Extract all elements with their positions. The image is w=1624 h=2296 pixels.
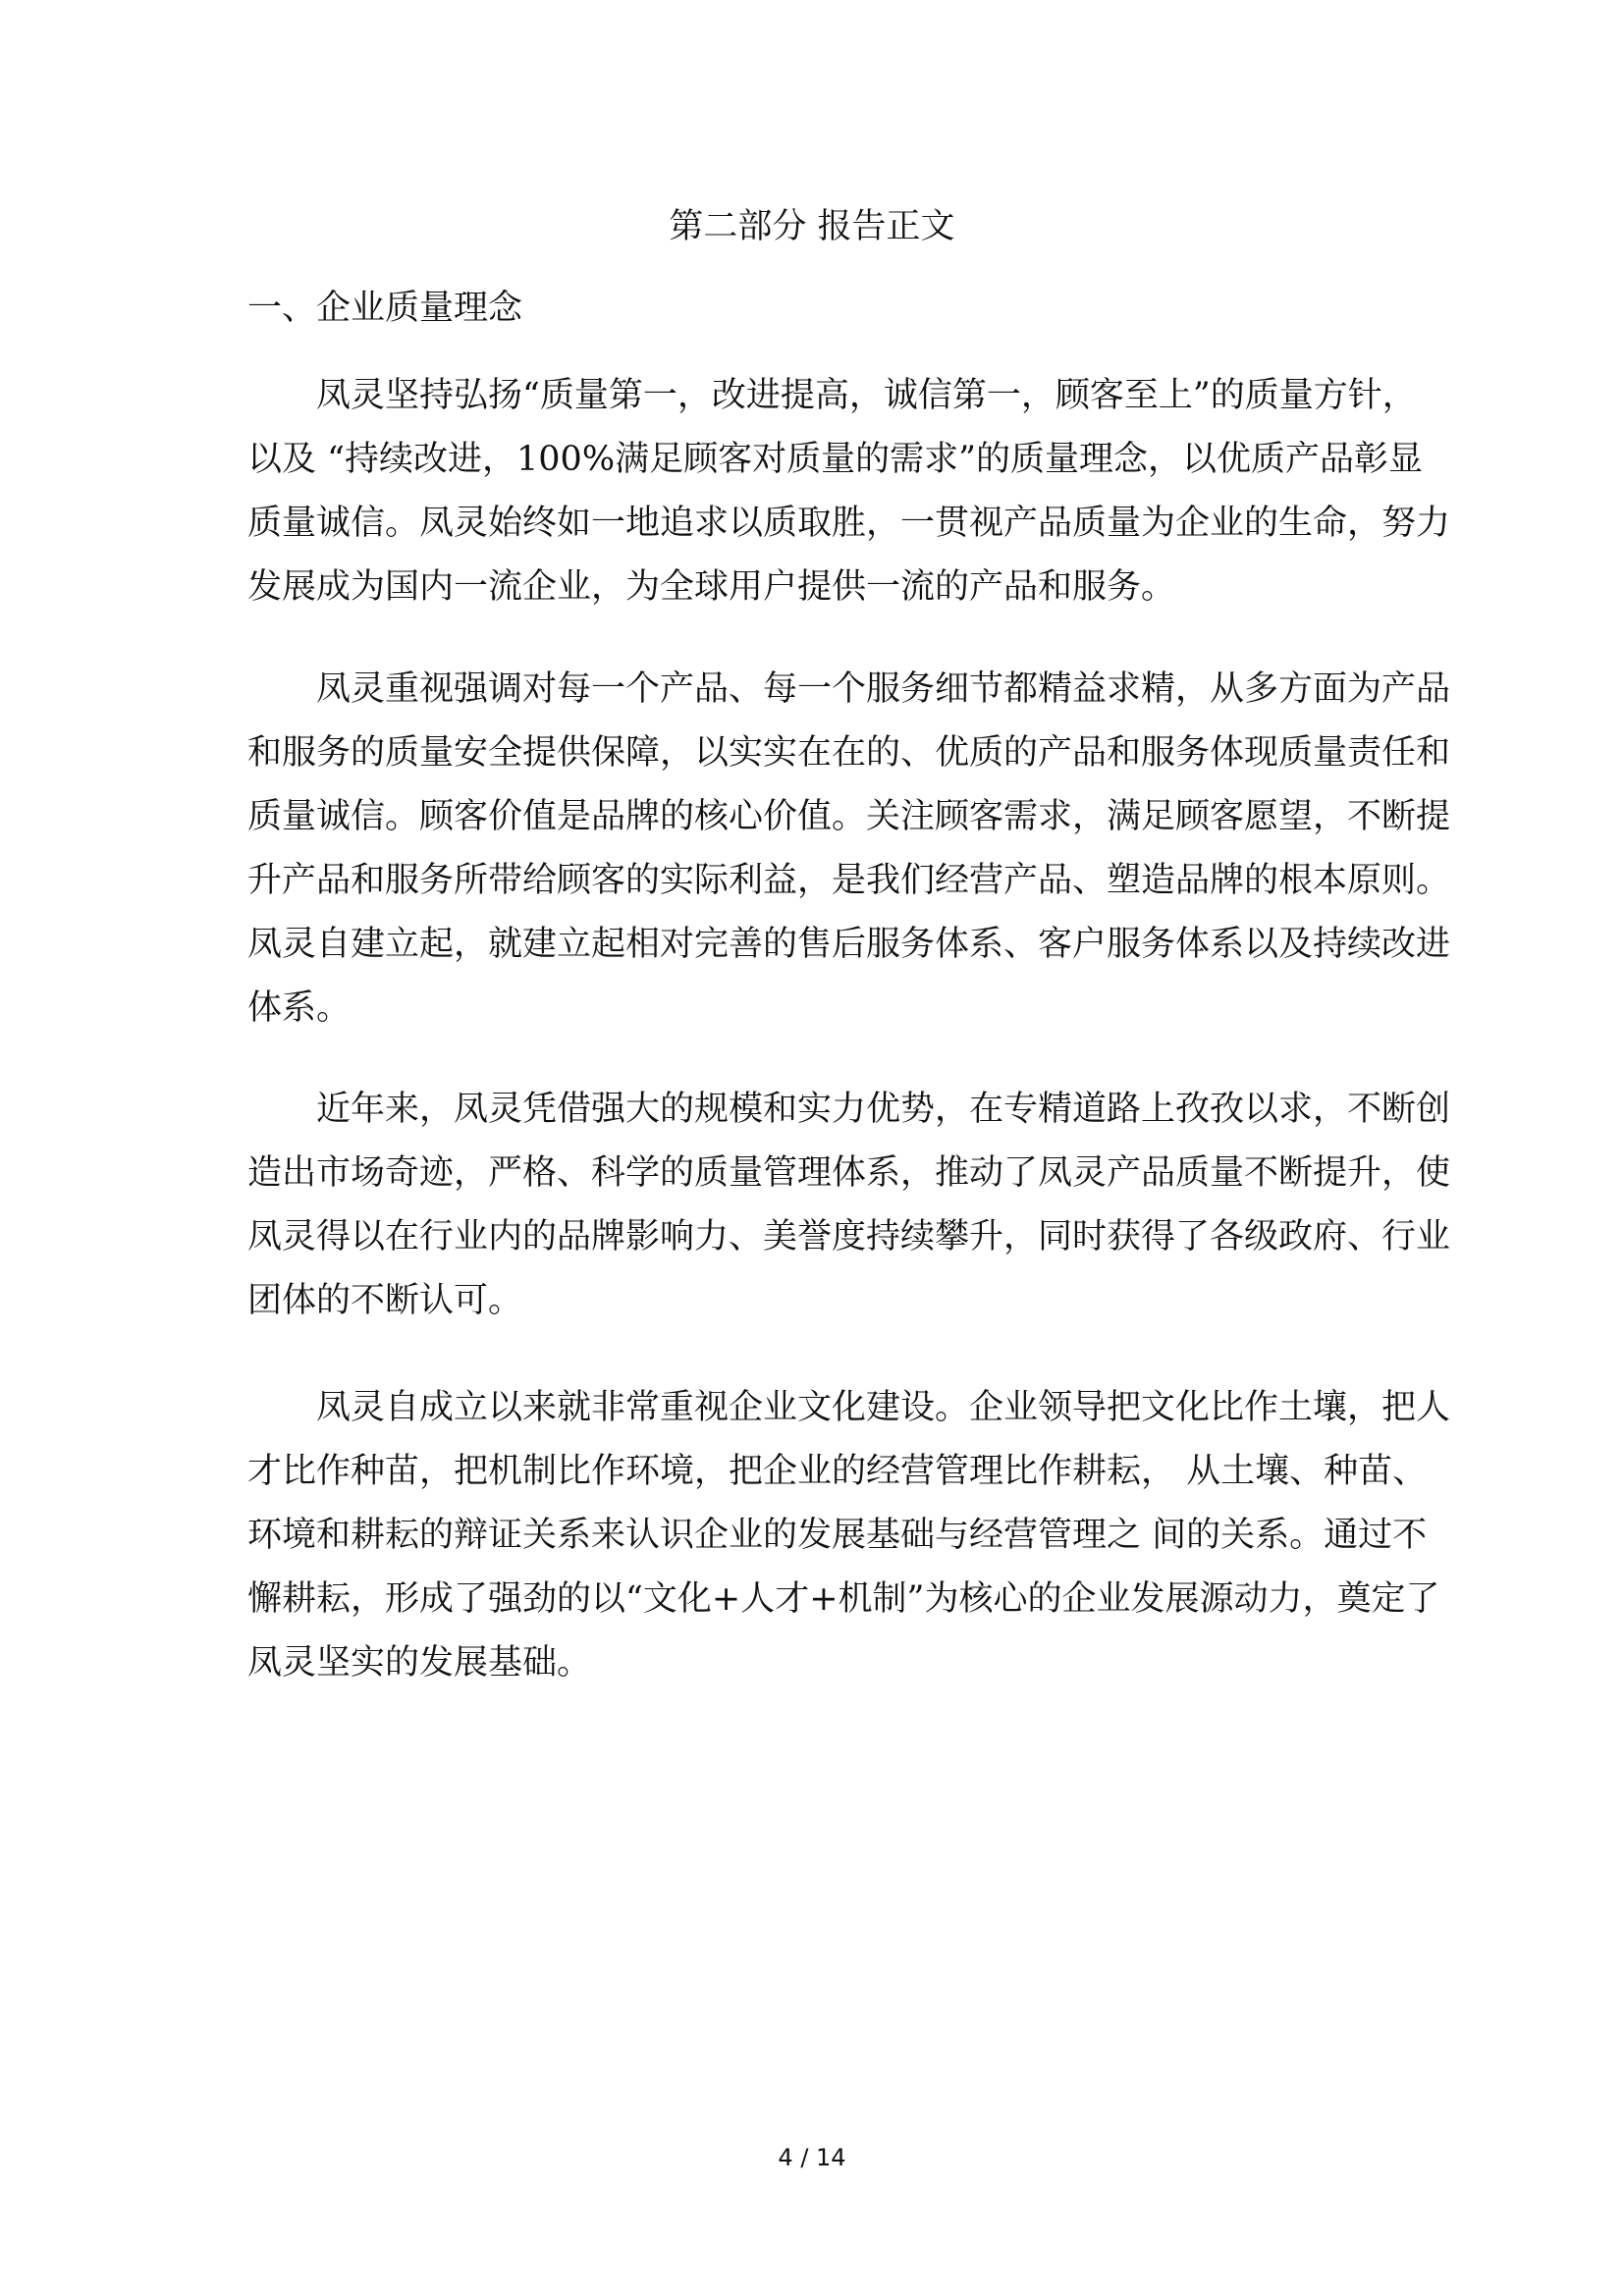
paragraph-line: 发展成为国内一流企业，为全球用户提供一流的产品和服务。 — [247, 567, 1176, 607]
page-title: 第二部分 报告正文 — [669, 207, 955, 246]
paragraph-line: 造出市场奇迹，严格、科学的质量管理体系，推动了凤灵产品质量不断提升，使 — [247, 1153, 1451, 1193]
paragraph-line: 凤灵得以在行业内的品牌影响力、美誉度持续攀升，同时获得了各级政府、行业 — [247, 1217, 1451, 1256]
paragraph-recent-years — [247, 1087, 1451, 1342]
paragraph-line: 近年来，凤灵凭借强大的规模和实力优势，在专精道路上孜孜以求，不断创 — [316, 1090, 1451, 1129]
paragraph-line: 凤灵重视强调对每一个产品、每一个服务细节都精益求精，从多方面为产品 — [316, 669, 1451, 709]
section-heading: 一、企业质量理念 — [247, 289, 523, 328]
paragraph-line: 以及 “持续改进，100%满足顾客对质量的需求”的质量理念，以优质产品彰显 — [247, 440, 1423, 479]
paragraph-line: 凤灵坚实的发展基础。 — [247, 1643, 592, 1682]
paragraph-line: 环境和耕耘的辩证关系来认识企业的发展基础与经营管理之 间的关系。通过不 — [247, 1516, 1428, 1555]
paragraph-line: 团体的不断认可。 — [247, 1281, 523, 1320]
paragraph-line: 和服务的质量安全提供保障，以实实在在的、优质的产品和服务体现质量责任和 — [247, 733, 1451, 773]
paragraph-line: 质量诚信。凤灵始终如一地追求以质取胜，一贯视产品质量为企业的生命，努力 — [247, 504, 1451, 543]
paragraph-line: 才比作种苗，把机制比作环境，把企业的经营管理比作耕耘， 从土壤、种苗、 — [247, 1452, 1428, 1491]
paragraph-customer-value — [247, 667, 1451, 1049]
paragraph-line: 凤灵坚持弘扬“质量第一，改进提高，诚信第一，顾客至上”的质量方针， — [316, 376, 1417, 415]
paragraph-line: 质量诚信。顾客价值是品牌的核心价值。关注顾客需求，满足顾客愿望，不断提 — [247, 797, 1451, 836]
page-number: 4 / 14 — [778, 2144, 846, 2171]
paragraph-line: 升产品和服务所带给顾客的实际利益，是我们经营产品、塑造品牌的根本原则。 — [247, 861, 1451, 900]
paragraph-quality-policy — [247, 373, 1451, 628]
paragraph-line: 凤灵自建立起，就建立起相对完善的售后服务体系、客户服务体系以及持续改进 — [247, 925, 1451, 964]
paragraph-line: 凤灵自成立以来就非常重视企业文化建设。企业领导把文化比作土壤，把人 — [316, 1388, 1451, 1427]
paragraph-line: 懈耕耘，形成了强劲的以“文化+人才+机制”为核心的企业发展源动力，奠定了 — [247, 1579, 1440, 1619]
paragraph-corporate-culture — [247, 1385, 1451, 1704]
paragraph-line: 体系。 — [247, 988, 352, 1028]
